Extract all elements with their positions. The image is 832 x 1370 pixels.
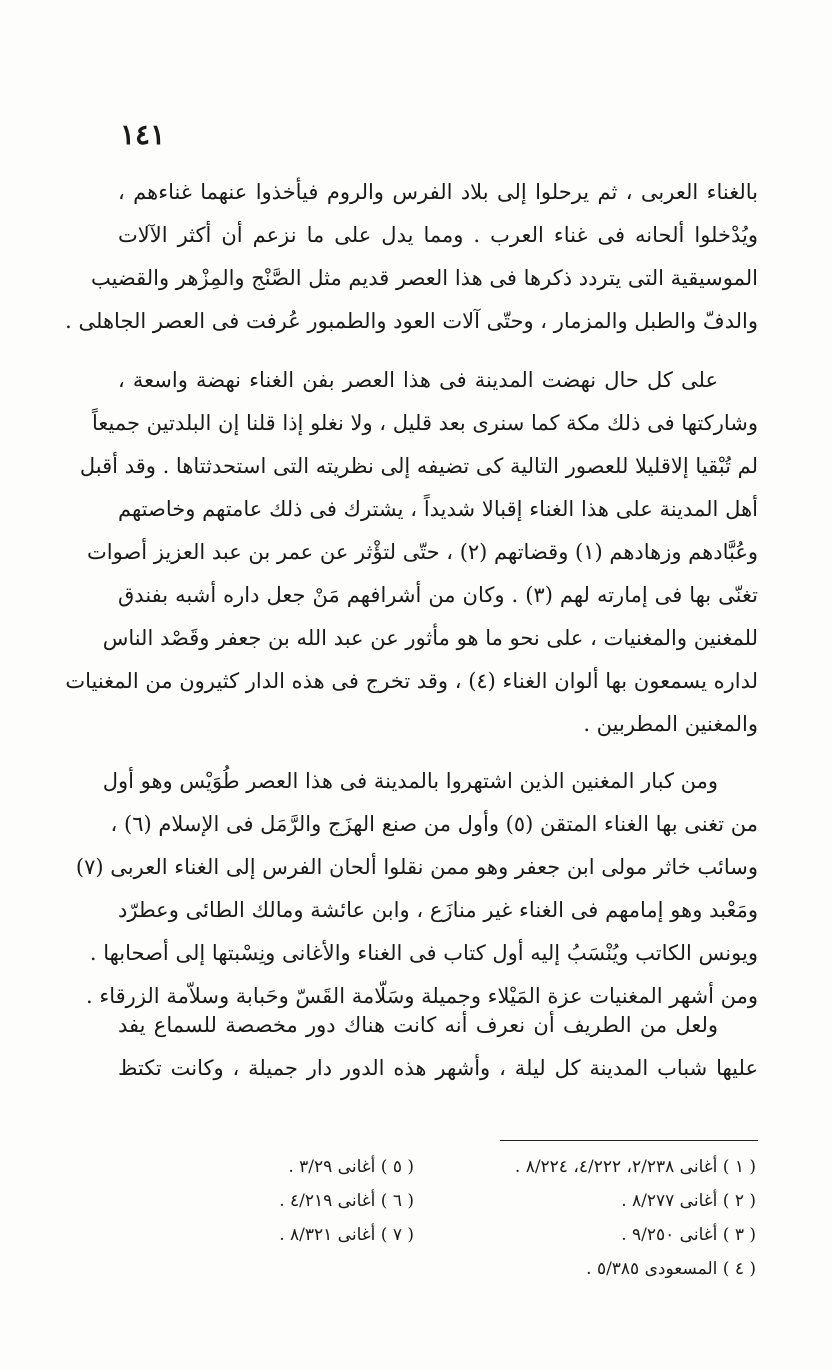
text-line: وسائب خاثر مولى ابن جعفر وهو ممن نقلوا ألحان الفرس إلى الغناء العربى (٧) [75,855,758,879]
footnote: ( ٥ ) أغانى ٣/٢٩ . [288,1157,414,1177]
text-line: وعُبَّادهم وزهادهم (١) وقضاتهم (٢) ، حتّى لتؤْثر عن عمر بن عبد العزيز أصوات [87,540,758,564]
text-line: من تغنى بها الغناء المتقن (٥) وأول من صنع الهزَج والرَّمَل فى الإسلام (٦) ، [110,812,758,836]
footnote: ( ٦ ) أغانى ٤/٢١٩ . [279,1191,414,1211]
footnote: ( ٧ ) أغانى ٨/٣٢١ . [279,1225,414,1245]
text-line: ويُدْخلوا ألحانه فى غناء العرب . ومما يدل على ما نزعم أن أكثر الآلات [118,223,758,247]
text-line: لم تُبْقيا إلاقليلا للعصور التالية كى تضيفه إلى نظريته التى استحدثتاها . وقد أقبل [79,454,758,478]
footnote: ( ٢ ) أغانى ٨/٢٧٧ . [621,1191,756,1211]
text-line: لداره يسمعون بها ألوان الغناء (٤) ، وقد تخرج فى هذه الدار كثيرون من المغنيات [65,669,758,693]
text-line: أهل المدينة على هذا الغناء إقبالا شديداً ، يشترك فى ذلك عامتهم وخاصتهم [118,497,758,521]
footnote-divider [500,1140,758,1141]
text-line: على كل حال نهضت المدينة فى هذا العصر بفن الغناء نهضة واسعة ، [118,368,718,392]
footnote: ( ٤ ) المسعودى ٥/٣٨٥ . [586,1259,756,1279]
text-line: بالغناء العربى ، ثم يرحلوا إلى بلاد الفرس والروم فيأخذوا عنهما غناءهم ، [118,180,758,204]
paragraph-3 [75,760,758,1018]
footnotes-column-right [436,1150,756,1286]
text-line: ويونس الكاتب ويُنْسَبُ إليه أول كتاب فى الغناء والأغانى ونِسْبتها إلى أصحابها . [89,941,758,965]
footnote: ( ١ ) أغانى ٢/٢٣٨، ٤/٢٢٢، ٨/٢٢٤ . [514,1157,756,1177]
footnotes-column-left [204,1150,414,1252]
text-line: للمغنين والمغنيات ، على نحو ما هو مأثور عن عبد الله بن جعفر وقَصْد الناس [102,626,758,650]
text-line: ومن كبار المغنين الذين اشتهروا بالمدينة فى هذا العصر طُوَيْس وهو أول [102,769,718,793]
paragraph-4 [118,1004,758,1090]
text-line: الموسيقية التى يتردد ذكرها فى هذا العصر قديم مثل الصَّنْج والمِزْهر والقضيب [90,266,758,290]
footnote: ( ٣ ) أغانى ٩/٢٥٠ . [621,1225,756,1245]
page-number: ١٤١ [120,118,166,151]
text-line: ومَعْبد وهو إمامهم فى الغناء غير منازَع ، وابن عائشة ومالك الطائى وعطرّد [118,898,758,922]
text-line: والمغنين المطربين . [583,712,758,736]
text-line: وشاركتها فى ذلك مكة كما سنرى بعد قليل ، ولا نغلو إذا قلنا إن البلدتين جميعاً [91,411,758,435]
text-line: تغنّى بها فى إمارته لهم (٣) . وكان من أشرافهم مَنْ جعل داره أشبه بفندق [118,583,758,607]
text-line: والدفّ والطبل والمزمار ، وحتّى آلات العود والطمبور عُرفت فى العصر الجاهلى . [65,309,758,333]
text-line: ولعل من الطريف أن نعرف أنه كانت هناك دور مخصصة للسماع يفد [118,1013,718,1037]
text-line: ومن أشهر المغنيات عزة المَيْلاء وجميلة وسَلّامة القَسّ وحَبابة وسلاّمة الزرقاء . [86,984,758,1008]
text-line: عليها شباب المدينة كل ليلة ، وأشهر هذه الدور دار جميلة ، وكانت تكتظ [118,1056,758,1080]
paragraph-2 [65,359,758,746]
paragraph-1 [65,171,758,343]
